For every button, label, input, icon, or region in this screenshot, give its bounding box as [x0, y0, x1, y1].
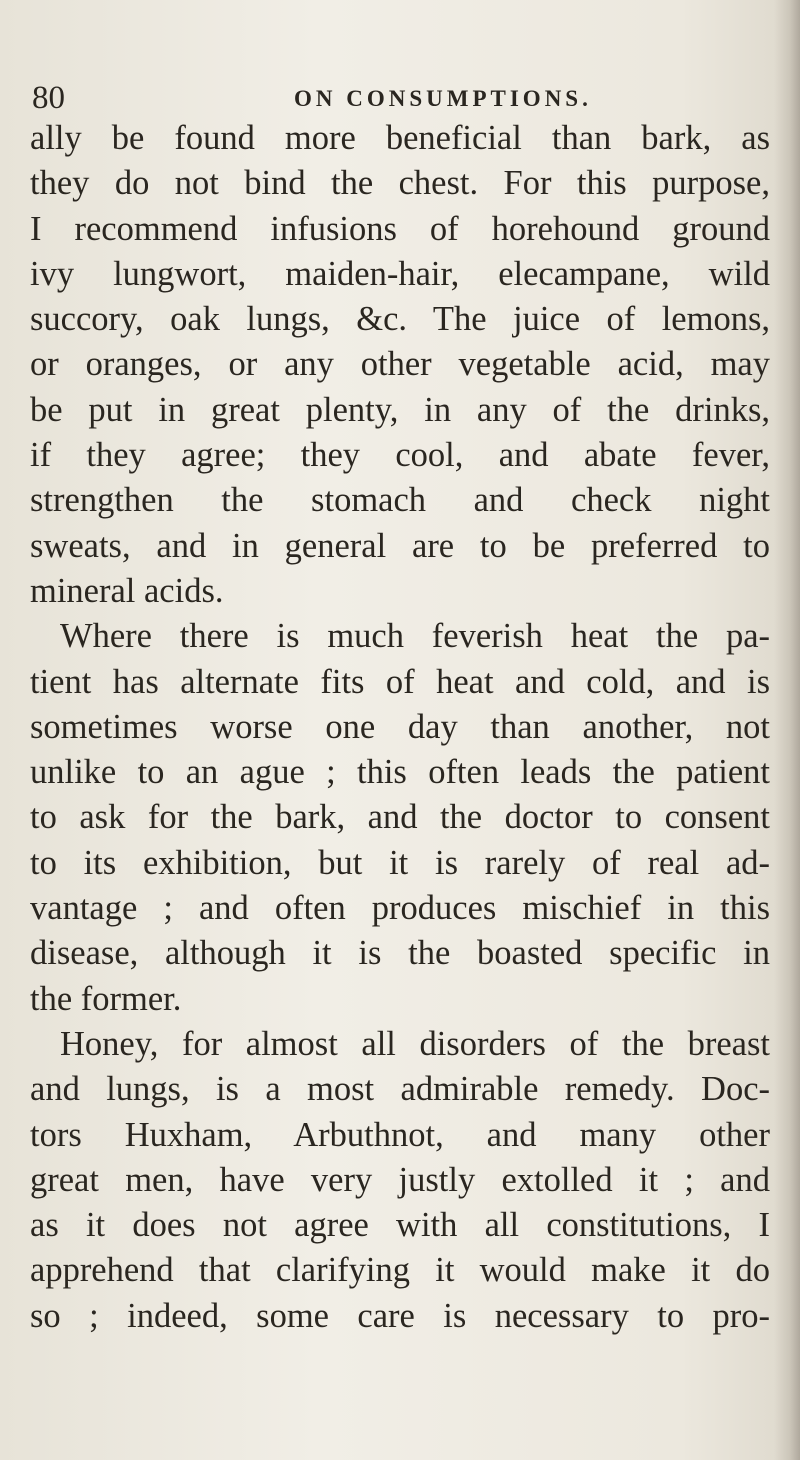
paragraph-start-line: Where there is much feverish heat the pa- [60, 617, 770, 656]
text-line: or oranges, or any other vegetable acid, may [30, 345, 770, 384]
text-line: great men, have very justly extolled it ; and [30, 1160, 770, 1199]
text-line: ally be found more beneficial than bark, as [30, 119, 770, 157]
text-line: succory, oak lungs, &c. The juice of lemons, [30, 300, 770, 339]
text-line: sweats, and in general are to be preferred to [30, 526, 770, 565]
text-line: ivy lungwort, maiden-hair, elecampane, wild [30, 254, 770, 293]
running-title: ON CONSUMPTIONS. [294, 86, 592, 111]
page-edge-shadow [774, 0, 800, 1460]
text-line: they do not bind the chest. For this purpose, [30, 164, 770, 203]
paragraph-start-line: Honey, for almost all disorders of the breast [60, 1024, 770, 1063]
text-line: unlike to an ague ; this often leads the patient [30, 753, 770, 792]
page-header [32, 78, 772, 118]
text-line: to ask for the bark, and the doctor to consent [30, 798, 770, 837]
body-text [30, 116, 770, 1339]
text-line: tors Huxham, Arbuthnot, and many other [30, 1115, 770, 1154]
text-line: I recommend infusions of horehound ground [30, 209, 770, 248]
text-line: to its exhibition, but it is rarely of real ad- [30, 843, 770, 882]
text-line: and lungs, is a most admirable remedy. Doc- [30, 1070, 770, 1109]
text-line: vantage ; and often produces mischief in this [30, 889, 770, 928]
text-line: if they agree; they cool, and abate fever, [30, 436, 770, 475]
paragraph-end-line: mineral acids. [30, 571, 224, 610]
text-line: as it does not agree with all constitutions, I [30, 1206, 770, 1245]
page-number: 80 [32, 80, 65, 116]
text-line: strengthen the stomach and check night [30, 481, 770, 520]
text-line: disease, although it is the boasted specific in [30, 934, 770, 973]
text-line: so ; indeed, some care is necessary to pro- [30, 1296, 770, 1335]
text-line: apprehend that clarifying it would make it do [30, 1251, 770, 1290]
text-line: sometimes worse one day than another, not [30, 707, 770, 746]
paragraph-end-line: the former. [30, 979, 182, 1018]
text-line: be put in great plenty, in any of the drinks, [30, 390, 770, 429]
text-line: tient has alternate fits of heat and cold, and is [30, 662, 770, 701]
